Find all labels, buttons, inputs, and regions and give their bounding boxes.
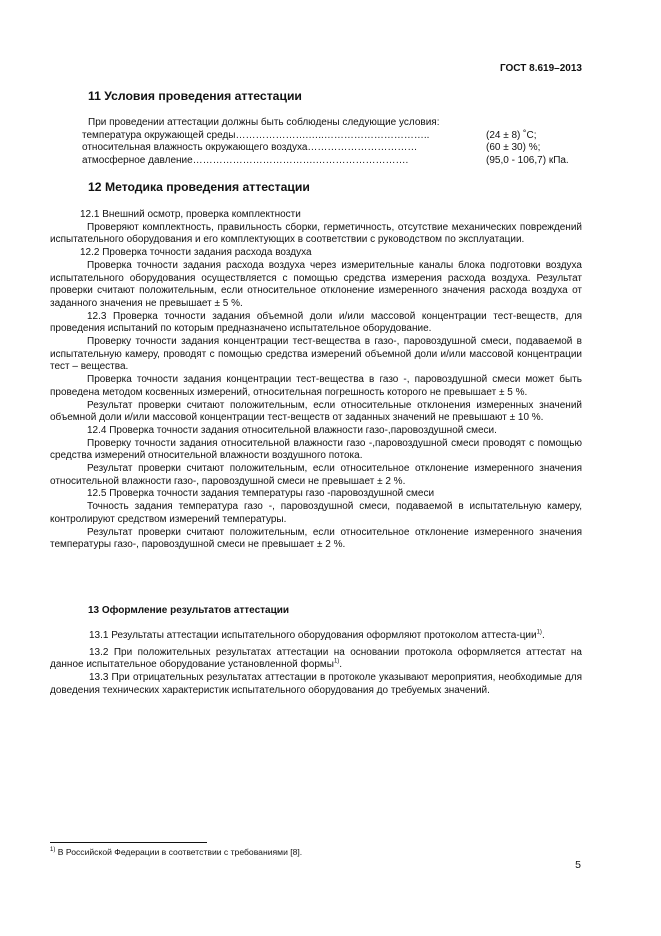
paragraph-13-1-text: 13.1 Результаты аттестации испытательного оборудования оформляют протоколом аттеста-ции — [89, 630, 537, 641]
paragraph-12-2-title: 12.2 Проверка точности задания расхода воздуха — [80, 247, 312, 259]
paragraph-13-1-end: . — [541, 630, 545, 641]
paragraph-12-4-title: 12.4 Проверка точности задания относительной влажности газо-,паровоздушной смеси. — [87, 424, 497, 436]
section-13-body — [50, 630, 582, 698]
section-11-heading: 11 Условия проведения аттестации — [88, 89, 302, 103]
paragraph-12-3-a: Проверку точности задания концентрации тест-вещества в газо-, паровоздушной смеси, подаваемой в испытательную камеру, проводят с помощью средства измерений объемной доли и/или массовой концентрации тест – вещества. — [50, 336, 582, 373]
section-12-body — [50, 209, 582, 552]
document-code: ГОСТ 8.619–2013 — [499, 63, 582, 74]
page-number: 5 — [575, 859, 581, 871]
condition-label: относительная влажность окружающего воздуха…………………………… — [82, 142, 418, 154]
conditions-list — [82, 130, 582, 168]
condition-value: (95,0 - 106,7) кПа. — [486, 154, 569, 166]
paragraph-13-2 — [50, 647, 582, 672]
condition-row — [82, 155, 582, 168]
footnote-separator — [50, 842, 207, 843]
footnote-reference: 1) — [536, 629, 542, 636]
paragraph-12-2: Проверка точности задания расхода воздуха через измерительные каналы блока подготовки воздуха испытательного оборудования осуществляется с помощью средства измерения расхода воздуха. Результат проверки считают положительным, если относительное отклонение измеренного значения расхода воздуха от заданного значения не превышает ± 5 %. — [50, 259, 582, 309]
paragraph-12-1-title: 12.1 Внешний осмотр, проверка комплектности — [80, 209, 301, 220]
condition-value: (24 ± 8) ˚С; — [486, 129, 537, 141]
paragraph-12-4-b: Результат проверки считают положительным, если относительное отклонение измеренного значения относительной влажности газо-, паровоздушной смеси не превышает ± 2 %. — [50, 463, 582, 487]
paragraph-12-5-b: Результат проверки считают положительным, если относительное отклонение измеренного значения температуры газо-, паровоздушной смеси не превышает ± 2 %. — [50, 526, 582, 551]
footnote-text: В Российской Федерации в соответствии с требованиями [8]. — [55, 847, 303, 857]
section-12-heading: 12 Методика проведения аттестации — [88, 180, 310, 194]
paragraph-13-2-text: 13.2 При положительных результатах аттестации на основании протокола оформляется аттестат на данное испытательное оборудование установленной формы — [50, 646, 582, 671]
footnote-mark: 1) — [50, 847, 56, 854]
paragraph-12-3: 12.3 Проверка точности задания объемной доли и/или массовой концентрации тест-веществ, для проведения испытаний по которым предназначено испытательное оборудование. — [50, 310, 582, 335]
paragraph-12-5-a: Точность задания температура газо -, паровоздушной смеси, подаваемой в испытательную камеру, контролируют средством измерений температуры. — [50, 501, 582, 525]
condition-row — [82, 142, 582, 155]
paragraph-12-3-b: Проверка точности задания концентрации тест-вещества в газо -, паровоздушной смеси может быть проведена методом косвенных измерений, относительная погрешность которого не превышает ± 5 %. — [50, 374, 582, 398]
paragraph-12-1: Проверяют комплектность, правильность сборки, герметичность, отсутствие механических повреждений испытательного оборудования и его комплектующих в соответствии с руководством по эксплуатации. — [50, 221, 582, 246]
paragraph-12-3-c: Результат проверки считают положительным, если относительные отклонения измеренных значений объемной доли и/или массовой концентрации тест-веществ от заданных значений не превышают ± 10 %. — [50, 399, 582, 424]
condition-row — [82, 130, 582, 143]
paragraph-12-4-a: Проверку точности задания относительной влажности газо -,паровоздушной смеси проводят с помощью средства измерений относительной влажности воздушного потока. — [50, 437, 582, 462]
footnote-reference: 1) — [333, 659, 340, 666]
condition-value: (60 ± 30) %; — [486, 142, 541, 154]
condition-label: атмосферное давление……………………………….………………………. — [82, 154, 409, 166]
paragraph-13-2-end: . — [339, 659, 343, 671]
section-13-heading: 13 Оформление результатов аттестации — [88, 605, 290, 616]
footnote — [50, 846, 302, 859]
paragraph-13-3: 13.3 При отрицательных результатах аттестации в протоколе указывают мероприятия, необходимые для доведения технических характеристик испытательного оборудования до требуемых значений. — [50, 672, 582, 696]
conditions-intro: При проведении аттестации должны быть соблюдены следующие условия: — [88, 117, 440, 128]
paragraph-12-5-title: 12.5 Проверка точности задания температуры газо -паровоздушной смеси — [87, 488, 435, 500]
condition-label: температура окружающей среды………………….…..………………………….. — [82, 129, 430, 141]
paragraph-13-1 — [50, 630, 582, 643]
